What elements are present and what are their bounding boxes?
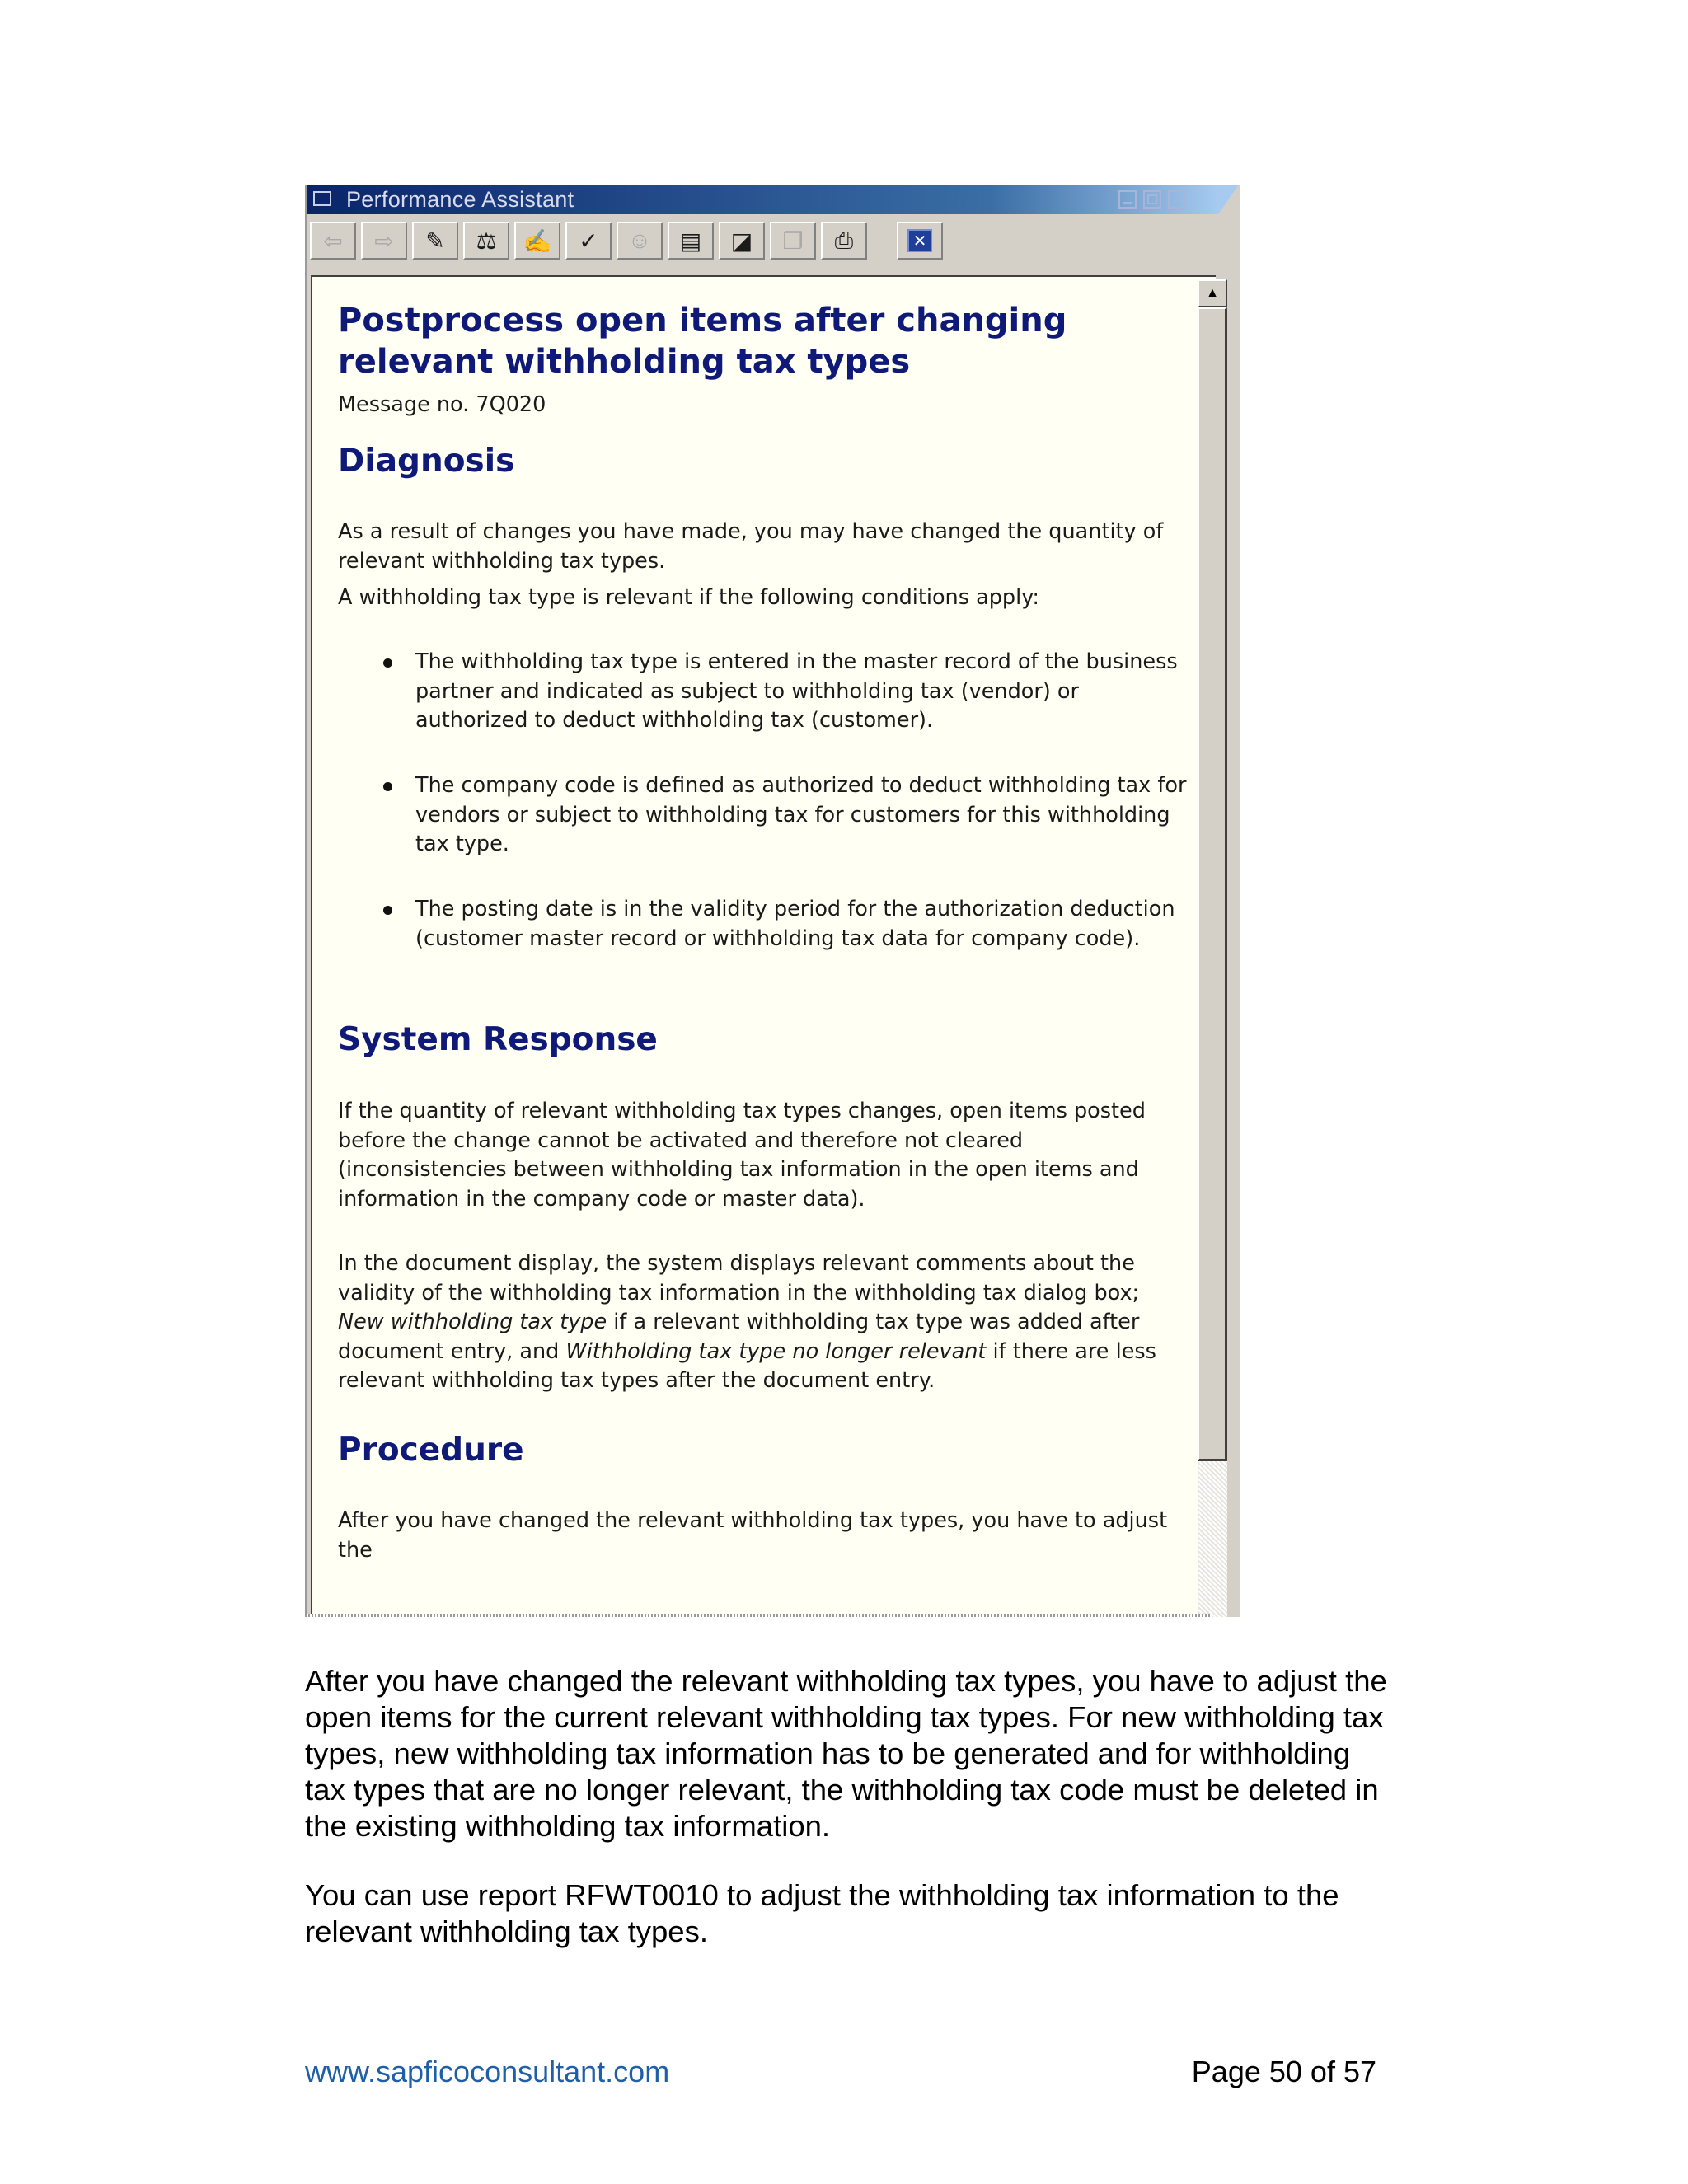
annotations-icon: ✓ — [579, 227, 598, 254]
display-button[interactable] — [719, 222, 765, 260]
copy-button[interactable] — [770, 222, 816, 260]
technical-info-button[interactable] — [412, 222, 458, 260]
window-titlebar[interactable] — [307, 185, 1218, 214]
minimize-button[interactable] — [1118, 190, 1137, 209]
close-icon: ✕ — [907, 229, 932, 252]
system-response-heading: System Response — [338, 1021, 658, 1058]
scroll-thumb[interactable] — [1198, 307, 1227, 1461]
user-button[interactable] — [617, 222, 663, 260]
procedure-paragraph-1: After you have changed the relevant withholding tax types, you have to adjust the — [338, 1508, 1168, 1563]
user-icon: ☺ — [627, 227, 652, 253]
vertical-scrollbar[interactable] — [1198, 279, 1227, 1617]
print-icon: ⎙ — [834, 227, 854, 253]
condition-list-item — [338, 895, 1183, 954]
technical-info-icon: ✎ — [425, 227, 445, 254]
forward-arrow-icon: ⇨ — [374, 227, 394, 254]
condition-text: The company code is defined as authorized to deduct withholding tax for vendors or subject to withholding tax for customers for this withholding tax type. — [415, 773, 1187, 856]
edit-notes-button[interactable] — [514, 222, 560, 260]
back-arrow-button[interactable] — [310, 222, 356, 260]
copy-icon: ❐ — [782, 227, 804, 254]
condition-text: The posting date is in the validity period for the authorization deduction (customer master record or withholding tax data for company code). — [415, 897, 1175, 951]
window-bottom-edge — [305, 1614, 1212, 1617]
message-title: Postprocess open items after changing relevant withholding tax types — [338, 302, 1067, 381]
system-response-text: if a relevant withholding tax type was added after document entry, and — [338, 1310, 1140, 1364]
bullet-icon — [383, 782, 392, 791]
no-longer-relevant-term: Withholding tax type no longer relevant — [565, 1338, 987, 1364]
new-type-term: New withholding tax type — [338, 1310, 607, 1334]
diagnosis-paragraph-1: As a result of changes you have made, you may have changed the quantity of relevant withholding tax types. — [338, 519, 1164, 574]
arrow-up-icon: ▲ — [1206, 286, 1219, 300]
assistant-content-pane[interactable] — [311, 275, 1216, 1617]
footer-page-number: Page 50 of 57 — [1191, 2055, 1376, 2088]
structure-tree-icon: ⚖ — [476, 227, 497, 254]
document-view-button[interactable] — [668, 222, 714, 260]
system-response-paragraph-2 — [338, 1249, 1183, 1396]
footer-website-link[interactable]: www.sapficoconsultant.com — [305, 2055, 670, 2088]
message-number: Message no. 7Q020 — [338, 392, 546, 417]
back-arrow-icon: ⇦ — [323, 227, 343, 254]
annotations-button[interactable] — [565, 222, 612, 260]
titlebar-corner — [1218, 185, 1239, 214]
procedure-heading: Procedure — [338, 1432, 524, 1469]
window-title: Performance Assistant — [346, 187, 574, 212]
maximize-button[interactable] — [1143, 190, 1161, 209]
body-paragraph-2: You can use report RFWT0010 to adjust the withholding tax information to the relevant withholding tax types. — [305, 1878, 1339, 1948]
diagnosis-heading: Diagnosis — [338, 443, 515, 480]
bullet-icon — [383, 906, 392, 915]
document-view-icon: ▤ — [679, 227, 702, 254]
condition-list-item — [338, 771, 1187, 860]
bullet-icon — [383, 658, 392, 668]
system-response-text: In the document display, the system displays relevant comments about the validity of the withholding tax information in the withholding tax dialog box; — [338, 1251, 1140, 1305]
forward-arrow-button[interactable] — [361, 222, 407, 260]
scroll-up-button[interactable] — [1198, 279, 1227, 307]
window-app-icon — [313, 191, 331, 206]
diagnosis-paragraph-2: A withholding tax type is relevant if the following conditions apply: — [338, 585, 1040, 610]
close-window-button[interactable]: × — [1168, 190, 1186, 209]
condition-list-item — [338, 648, 1183, 736]
structure-tree-button[interactable] — [463, 222, 509, 260]
performance-assistant-window — [305, 185, 1240, 1617]
condition-text: The withholding tax type is entered in the master record of the business partner and indicated as subject to withholding tax (vendor) or authorized to deduct withholding tax (customer). — [415, 649, 1178, 733]
print-button[interactable] — [821, 222, 867, 260]
system-response-text: if there are less relevant withholding tax types after the document entry. — [338, 1338, 1156, 1393]
toolbar — [310, 219, 1233, 262]
edit-notes-icon: ✍ — [523, 227, 552, 254]
system-response-paragraph-1: If the quantity of relevant withholding tax types changes, open items posted before the change cannot be activated and therefore not cleared (inconsistencies between withholding tax information in the open items and information in the company code or master data). — [338, 1099, 1146, 1212]
display-icon: ◪ — [730, 227, 753, 254]
close-assistant-button[interactable] — [897, 222, 943, 260]
body-paragraph-1: After you have changed the relevant withholding tax types, you have to adjust the open items for the current relevant withholding tax types. For new withholding tax types, new withholding tax information has to be generated and for withholding tax types that are no longer relevant, the withholding tax code must be deleted in the existing withholding tax information. — [305, 1664, 1387, 1843]
